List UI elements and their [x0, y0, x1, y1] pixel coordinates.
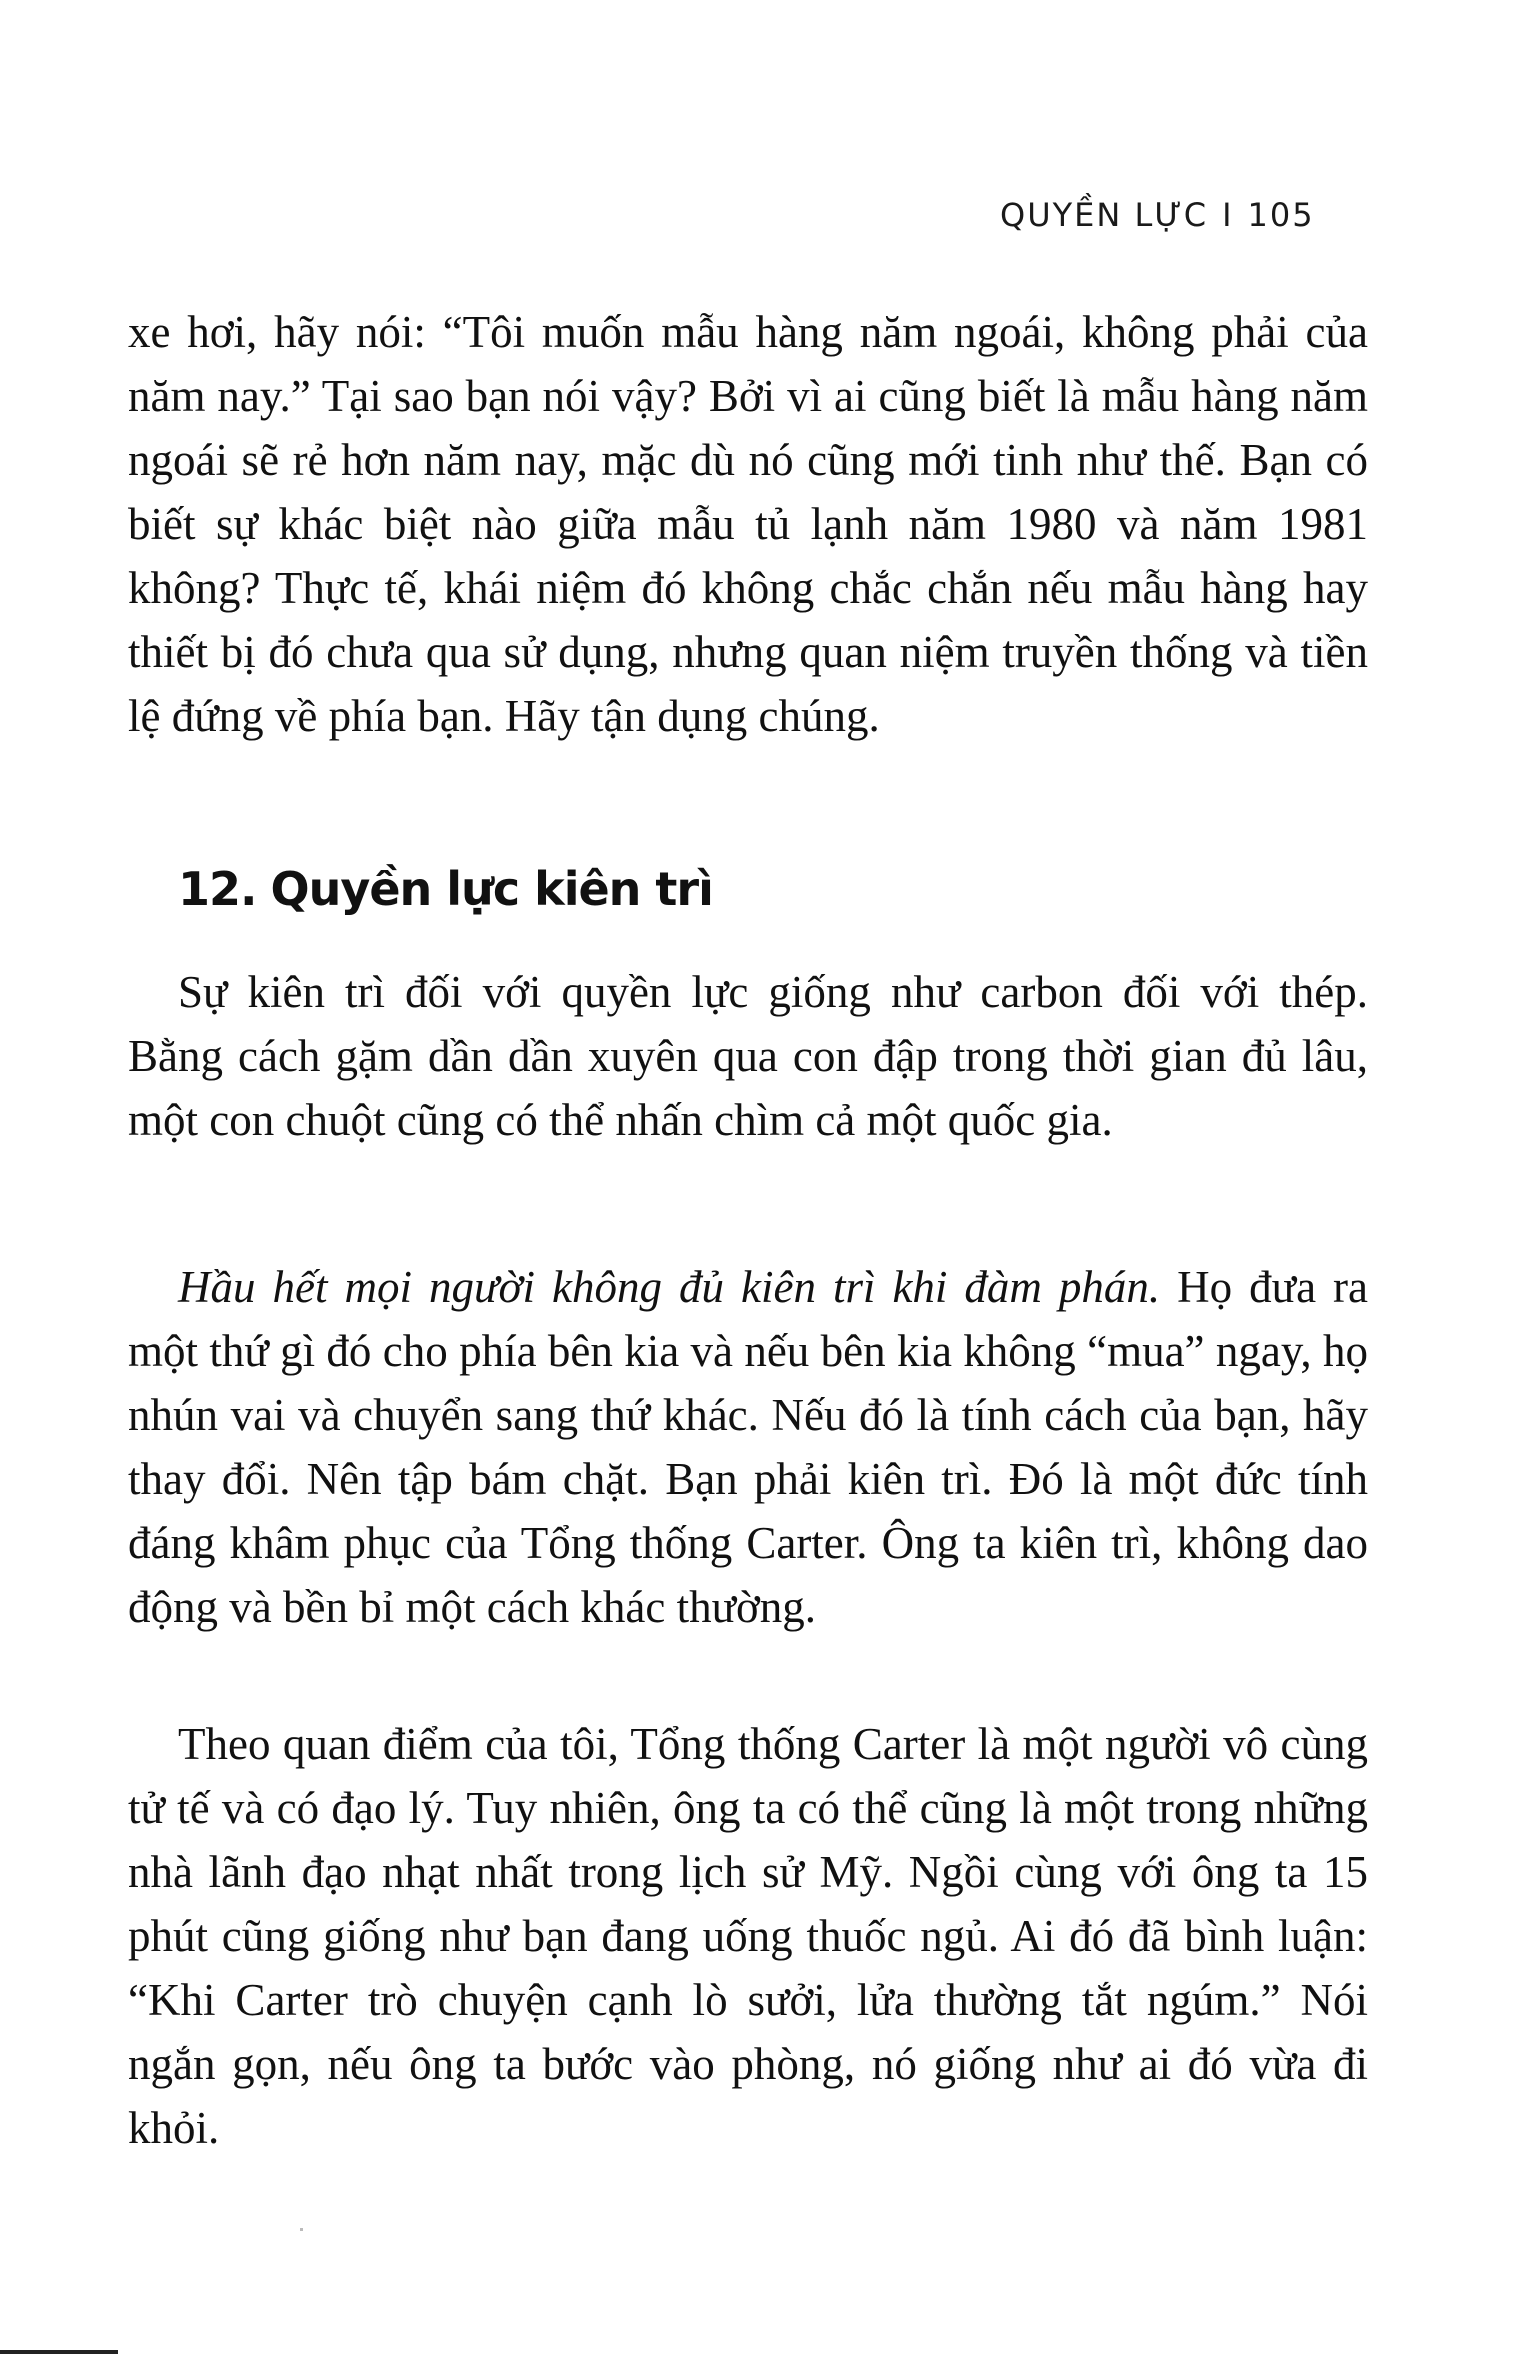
section-heading: [178, 862, 713, 916]
chapter-title: QUYỀN LỰC: [1000, 196, 1209, 234]
italic-emphasis: Hầu hết mọi người không đủ kiên trì khi đàm phán.: [178, 1262, 1161, 1312]
running-header: [1000, 196, 1315, 234]
section-title: Quyền lực kiên trì: [270, 862, 713, 916]
scan-edge-mark: [0, 2350, 118, 2354]
page-number: 105: [1247, 196, 1315, 234]
section-number: 12.: [178, 862, 257, 916]
paragraph-carter: Theo quan điểm của tôi, Tổng thống Carter là một người vô cùng tử tế và có đạo lý. Tuy nhiên, ông ta có thể cũng là một trong những nhà lãnh đạo nhạt nhất trong lịch sử Mỹ. Ngồi cùng với ông ta 15 phút cũng giống như bạn đang uống thuốc ngủ. Ai đó đã bình luận: “Khi Carter trò chuyện cạnh lò sưởi, lửa thường tắt ngúm.” Nói ngắn gọn, nếu ông ta bước vào phòng, nó giống như ai đó vừa đi khỏi.: [128, 1719, 1368, 2153]
paragraph-negotiation: [128, 1255, 1368, 1639]
paragraph-negotiation-body: Họ đưa ra một thứ gì đó cho phía bên kia và nếu bên kia không “mua” ngay, họ nhún vai và chuyển sang thứ khác. Nếu đó là tính cách của bạn, hãy thay đổi. Nên tập bám chặt. Bạn phải kiên trì. Đó là một đức tính đáng khâm phục của Tổng thống Carter. Ông ta kiên trì, không dao động và bền bỉ một cách khác thường.: [128, 1262, 1368, 1632]
paragraph-persistence-intro: Sự kiên trì đối với quyền lực giống như carbon đối với thép. Bằng cách gặm dần dần xuyên qua con đập trong thời gian đủ lâu, một con chuột cũng có thể nhấn chìm cả một quốc gia.: [128, 967, 1368, 1145]
intro-paragraph: xe hơi, hãy nói: “Tôi muốn mẫu hàng năm ngoái, không phải của năm nay.” Tại sao bạn nói vậy? Bởi vì ai cũng biết là mẫu hàng năm ngoái sẽ rẻ hơn năm nay, mặc dù nó cũng mới tinh như thế. Bạn có biết sự khác biệt nào giữa mẫu tủ lạnh năm 1980 và năm 1981 không? Thực tế, khái niệm đó không chắc chắn nếu mẫu hàng hay thiết bị đó chưa qua sử dụng, nhưng quan niệm truyền thống và tiền lệ đứng về phía bạn. Hãy tận dụng chúng.: [128, 307, 1368, 741]
header-separator: I: [1222, 196, 1234, 234]
scan-speck: [300, 2228, 303, 2231]
